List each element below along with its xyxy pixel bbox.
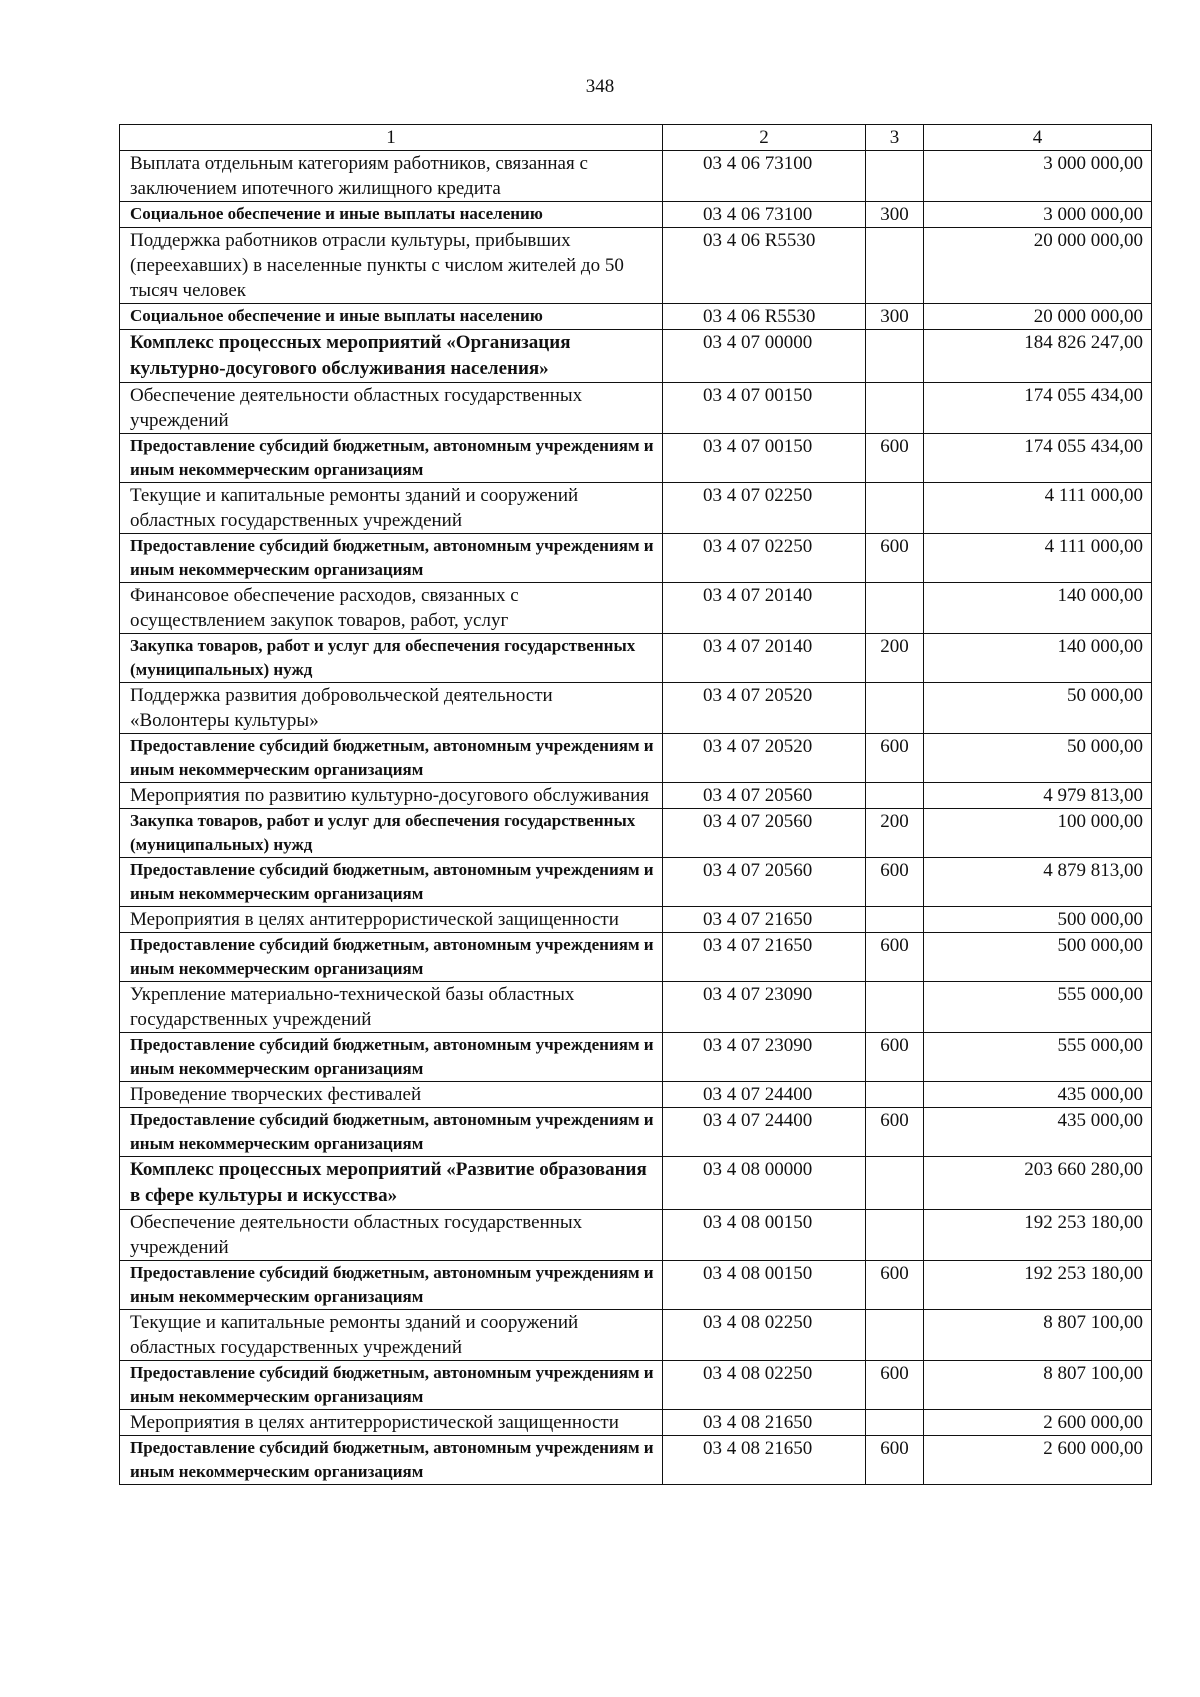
row-expense-type [866,483,924,534]
row-expense-type: 600 [866,534,924,583]
row-code: 03 4 07 20140 [663,634,866,683]
row-amount: 500 000,00 [924,933,1152,982]
table-row [120,304,1152,330]
row-amount: 4 111 000,00 [924,483,1152,534]
table-row [120,1436,1152,1485]
row-amount: 8 807 100,00 [924,1310,1152,1361]
row-expense-type [866,1310,924,1361]
table-row [120,202,1152,228]
row-amount: 4 979 813,00 [924,783,1152,809]
table-row [120,858,1152,907]
row-name: Обеспечение деятельности областных государственных учреждений [120,383,663,434]
row-code: 03 4 08 02250 [663,1310,866,1361]
row-name: Социальное обеспечение и иные выплаты населению [120,202,663,228]
table-row [120,1210,1152,1261]
row-expense-type: 600 [866,1033,924,1082]
row-expense-type: 200 [866,634,924,683]
row-expense-type: 600 [866,933,924,982]
row-code: 03 4 07 23090 [663,1033,866,1082]
row-expense-type [866,228,924,304]
row-code: 03 4 08 00150 [663,1261,866,1310]
row-name: Комплекс процессных мероприятий «Организация культурно-досугового обслуживания населения» [120,330,663,383]
row-amount: 140 000,00 [924,634,1152,683]
row-amount: 4 879 813,00 [924,858,1152,907]
table-row [120,583,1152,634]
table-row [120,1033,1152,1082]
row-code: 03 4 07 02250 [663,483,866,534]
row-amount: 2 600 000,00 [924,1410,1152,1436]
table-row [120,634,1152,683]
row-code: 03 4 07 24400 [663,1108,866,1157]
row-amount: 50 000,00 [924,734,1152,783]
row-name: Предоставление субсидий бюджетным, автономным учреждениям и иным некоммерческим организациям [120,434,663,483]
row-expense-type [866,1210,924,1261]
row-name: Закупка товаров, работ и услуг для обеспечения государственных (муниципальных) нужд [120,809,663,858]
row-code: 03 4 07 00150 [663,383,866,434]
row-amount: 435 000,00 [924,1108,1152,1157]
row-code: 03 4 08 02250 [663,1361,866,1410]
table-row [120,1108,1152,1157]
row-amount: 192 253 180,00 [924,1210,1152,1261]
table-row [120,383,1152,434]
row-expense-type: 600 [866,1108,924,1157]
row-name: Мероприятия в целях антитеррористической защищенности [120,907,663,933]
row-name: Мероприятия по развитию культурно-досугового обслуживания [120,783,663,809]
table-row [120,534,1152,583]
table-row [120,1361,1152,1410]
column-header: 4 [924,125,1152,151]
row-amount: 4 111 000,00 [924,534,1152,583]
table-row [120,783,1152,809]
row-name: Предоставление субсидий бюджетным, автономным учреждениям и иным некоммерческим организациям [120,1033,663,1082]
row-amount: 100 000,00 [924,809,1152,858]
row-expense-type [866,982,924,1033]
row-name: Текущие и капитальные ремонты зданий и сооружений областных государственных учреждений [120,483,663,534]
row-amount: 3 000 000,00 [924,202,1152,228]
row-amount: 184 826 247,00 [924,330,1152,383]
table-row [120,933,1152,982]
row-code: 03 4 07 00000 [663,330,866,383]
row-name: Социальное обеспечение и иные выплаты населению [120,304,663,330]
table-row [120,151,1152,202]
row-code: 03 4 07 00150 [663,434,866,483]
row-amount: 435 000,00 [924,1082,1152,1108]
row-expense-type: 600 [866,434,924,483]
table-row [120,1082,1152,1108]
row-expense-type [866,583,924,634]
row-code: 03 4 07 21650 [663,933,866,982]
page-number: 348 [585,76,615,97]
row-expense-type: 600 [866,1361,924,1410]
row-amount: 174 055 434,00 [924,434,1152,483]
row-name: Поддержка развития добровольческой деятельности «Волонтеры культуры» [120,683,663,734]
table-row [120,228,1152,304]
table-body [120,125,1152,1485]
budget-table [119,124,1152,1485]
row-expense-type [866,1410,924,1436]
row-expense-type [866,1157,924,1210]
table-row [120,1310,1152,1361]
table-row [120,1410,1152,1436]
row-amount: 174 055 434,00 [924,383,1152,434]
row-name: Предоставление субсидий бюджетным, автономным учреждениям и иным некоммерческим организациям [120,1436,663,1485]
row-expense-type [866,783,924,809]
table-row [120,1157,1152,1210]
row-code: 03 4 08 00000 [663,1157,866,1210]
row-expense-type [866,330,924,383]
row-code: 03 4 06 R5530 [663,304,866,330]
table-row [120,1261,1152,1310]
row-expense-type: 600 [866,734,924,783]
column-header: 1 [120,125,663,151]
row-expense-type [866,151,924,202]
row-code: 03 4 06 73100 [663,151,866,202]
row-name: Поддержка работников отрасли культуры, прибывших (переехавших) в населенные пункты с числом жителей до 50 тысяч человек [120,228,663,304]
row-amount: 203 660 280,00 [924,1157,1152,1210]
row-expense-type: 300 [866,304,924,330]
column-header: 3 [866,125,924,151]
row-name: Предоставление субсидий бюджетным, автономным учреждениям и иным некоммерческим организациям [120,734,663,783]
row-code: 03 4 07 21650 [663,907,866,933]
row-amount: 8 807 100,00 [924,1361,1152,1410]
row-amount: 3 000 000,00 [924,151,1152,202]
row-name: Предоставление субсидий бюджетным, автономным учреждениям и иным некоммерческим организациям [120,1108,663,1157]
row-expense-type [866,1082,924,1108]
row-expense-type [866,683,924,734]
row-code: 03 4 07 20520 [663,683,866,734]
row-code: 03 4 06 73100 [663,202,866,228]
row-expense-type: 600 [866,1261,924,1310]
row-name: Мероприятия в целях антитеррористической защищенности [120,1410,663,1436]
row-name: Предоставление субсидий бюджетным, автономным учреждениям и иным некоммерческим организациям [120,933,663,982]
row-name: Текущие и капитальные ремонты зданий и сооружений областных государственных учреждений [120,1310,663,1361]
row-name: Предоставление субсидий бюджетным, автономным учреждениям и иным некоммерческим организациям [120,858,663,907]
row-code: 03 4 07 24400 [663,1082,866,1108]
row-code: 03 4 07 20560 [663,809,866,858]
row-code: 03 4 07 02250 [663,534,866,583]
row-amount: 555 000,00 [924,1033,1152,1082]
row-name: Финансовое обеспечение расходов, связанных с осуществлением закупок товаров, работ, услуг [120,583,663,634]
row-amount: 20 000 000,00 [924,304,1152,330]
table-row [120,982,1152,1033]
row-code: 03 4 07 20560 [663,858,866,907]
table-row [120,483,1152,534]
row-expense-type: 600 [866,1436,924,1485]
row-expense-type: 300 [866,202,924,228]
row-amount: 50 000,00 [924,683,1152,734]
row-amount: 192 253 180,00 [924,1261,1152,1310]
row-amount: 555 000,00 [924,982,1152,1033]
row-code: 03 4 07 20520 [663,734,866,783]
table-row [120,734,1152,783]
row-code: 03 4 06 R5530 [663,228,866,304]
row-code: 03 4 08 21650 [663,1410,866,1436]
row-amount: 20 000 000,00 [924,228,1152,304]
table-row [120,330,1152,383]
row-name: Укрепление материально-технической базы областных государственных учреждений [120,982,663,1033]
row-name: Комплекс процессных мероприятий «Развитие образования в сфере культуры и искусства» [120,1157,663,1210]
row-code: 03 4 08 21650 [663,1436,866,1485]
row-code: 03 4 08 00150 [663,1210,866,1261]
table-row [120,907,1152,933]
row-name: Закупка товаров, работ и услуг для обеспечения государственных (муниципальных) нужд [120,634,663,683]
row-name: Выплата отдельным категориям работников, связанная с заключением ипотечного жилищного кредита [120,151,663,202]
row-expense-type: 200 [866,809,924,858]
row-expense-type [866,907,924,933]
row-name: Предоставление субсидий бюджетным, автономным учреждениям и иным некоммерческим организациям [120,534,663,583]
table-row [120,683,1152,734]
row-code: 03 4 07 23090 [663,982,866,1033]
row-expense-type [866,383,924,434]
row-name: Проведение творческих фестивалей [120,1082,663,1108]
row-name: Предоставление субсидий бюджетным, автономным учреждениям и иным некоммерческим организациям [120,1261,663,1310]
row-expense-type: 600 [866,858,924,907]
table-header-row [120,125,1152,151]
row-name: Предоставление субсидий бюджетным, автономным учреждениям и иным некоммерческим организациям [120,1361,663,1410]
row-amount: 140 000,00 [924,583,1152,634]
row-code: 03 4 07 20560 [663,783,866,809]
row-amount: 500 000,00 [924,907,1152,933]
table-row [120,809,1152,858]
row-amount: 2 600 000,00 [924,1436,1152,1485]
row-name: Обеспечение деятельности областных государственных учреждений [120,1210,663,1261]
table-row [120,434,1152,483]
row-code: 03 4 07 20140 [663,583,866,634]
column-header: 2 [663,125,866,151]
